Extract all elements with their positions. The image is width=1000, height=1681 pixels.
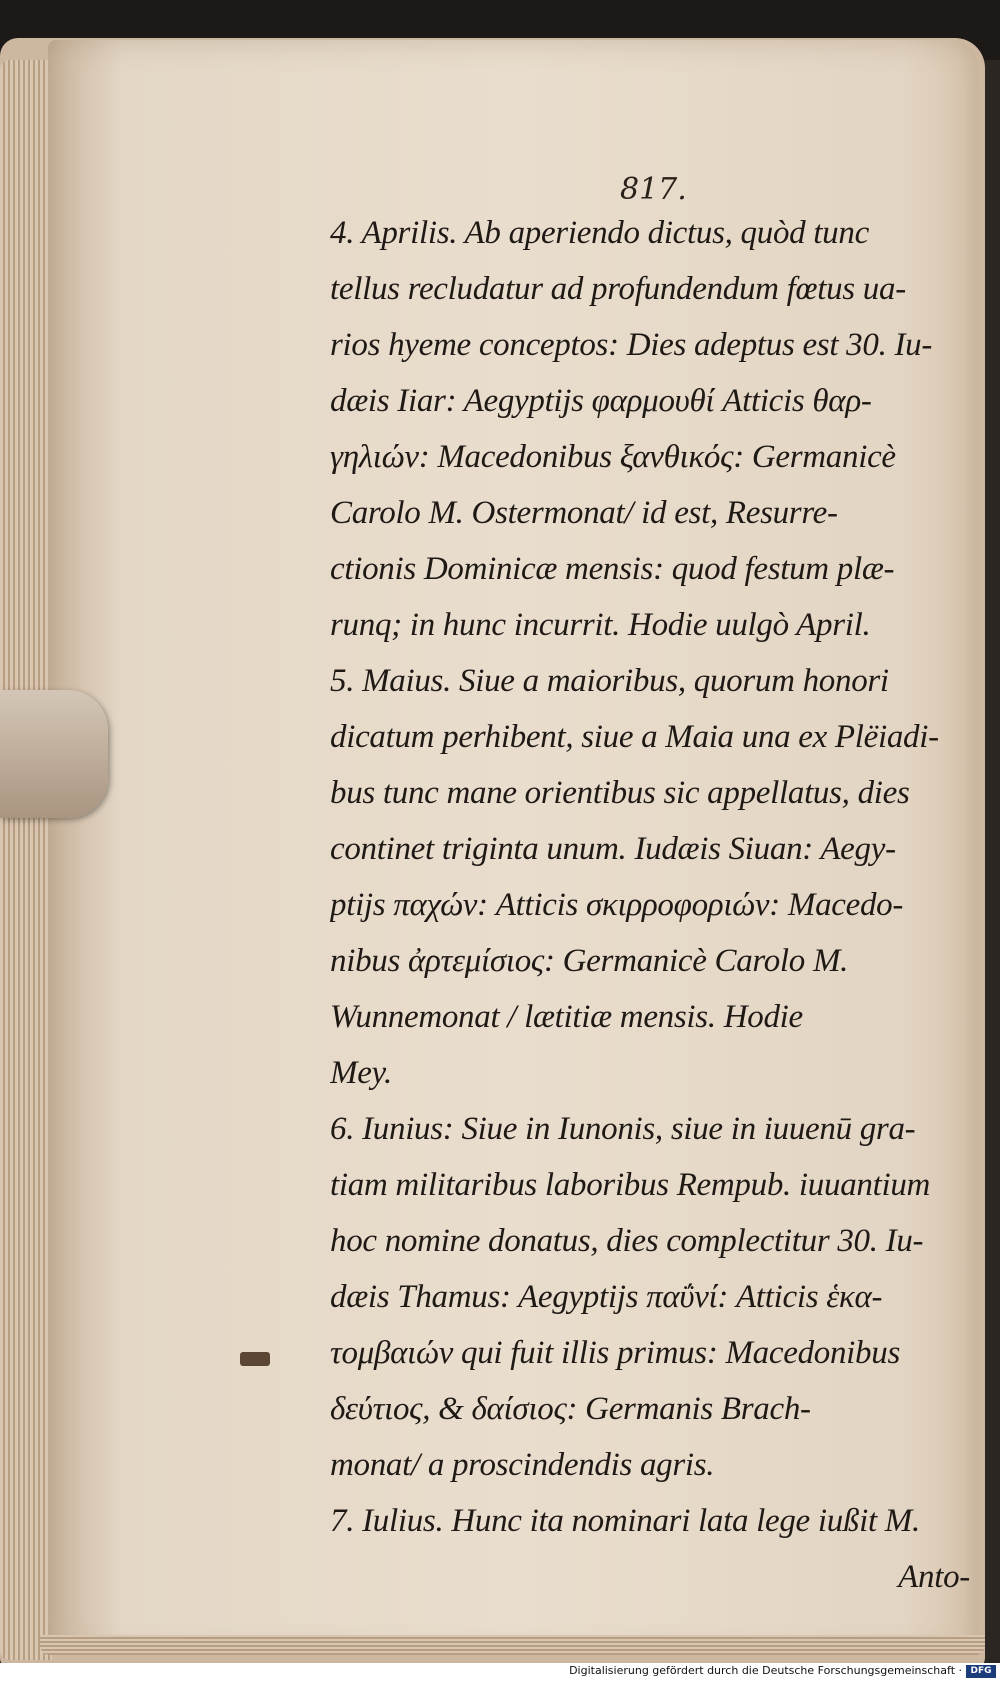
text-line: tellus recludatur ad profundendum fœtus ua- <box>330 271 906 307</box>
text-line: 5. Maius. Siue a maioribus, quorum honori <box>330 663 889 699</box>
text-line: monat/ a proscindendis agris. <box>330 1447 715 1483</box>
text-line: ctionis Dominicæ mensis: quod festum plæ- <box>330 551 895 587</box>
bottom-page-edges <box>40 1635 985 1655</box>
dfg-logo: DFG <box>966 1665 996 1678</box>
footer-credit: Digitalisierung gefördert durch die Deutsche Forschungsgemeinschaft · <box>569 1664 962 1677</box>
text-line: δεύτιος, & δαίσιος: Germanis Brach- <box>330 1391 811 1427</box>
text-line: dæis Thamus: Aegyptijs παΰνί: Atticis ἑκα- <box>330 1279 883 1315</box>
text-line: continet triginta unum. Iudæis Siuan: Aegy- <box>330 831 896 867</box>
text-line: Carolo M. Ostermonat/ id est, Resurre- <box>330 495 838 531</box>
text-line: Wunnemonat / lætitiæ mensis. Hodie <box>330 999 803 1035</box>
text-line: Mey. <box>330 1055 393 1091</box>
text-line: tiam militaribus laboribus Rempub. iuuantium <box>330 1167 931 1203</box>
book-clasp <box>0 690 108 818</box>
text-line: dæis Iiar: Aegyptijs φαρμουθί Atticis θαρ- <box>330 383 872 419</box>
text-line: runq; in hunc incurrit. Hodie uulgò April. <box>330 607 871 643</box>
text-line: 6. Iunius: Siue in Iunonis, siue in iuuenū gra- <box>330 1111 916 1147</box>
text-line: ptijs παχών: Atticis σκιρροφοριών: Macedo- <box>330 887 904 923</box>
text-line: dicatum perhibent, siue a Maia una ex Plëiadi- <box>330 719 939 755</box>
catchword: Anto- <box>898 1559 970 1595</box>
text-line: hoc nomine donatus, dies complectitur 30. Iu- <box>330 1223 924 1259</box>
text-line: 7. Iulius. Hunc ita nominari lata lege iußit M. <box>330 1503 920 1539</box>
text-line: τομβαιών qui fuit illis primus: Macedonibus <box>330 1335 900 1371</box>
text-line: nibus ἀρτεμίσιος: Germanicè Carolo M. <box>330 943 849 979</box>
text-line: γηλιών: Macedonibus ξανθικός: Germanicè <box>330 439 896 475</box>
page-text <box>330 205 970 1605</box>
text-line: 4. Aprilis. Ab aperiendo dictus, quòd tunc <box>330 215 869 251</box>
page-edges <box>0 60 52 1660</box>
text-line: bus tunc mane orientibus sic appellatus, dies <box>330 775 910 811</box>
ink-mark <box>240 1352 270 1366</box>
page-number: 817. <box>620 172 687 207</box>
text-line: rios hyeme conceptos: Dies adeptus est 30. Iu- <box>330 327 933 363</box>
